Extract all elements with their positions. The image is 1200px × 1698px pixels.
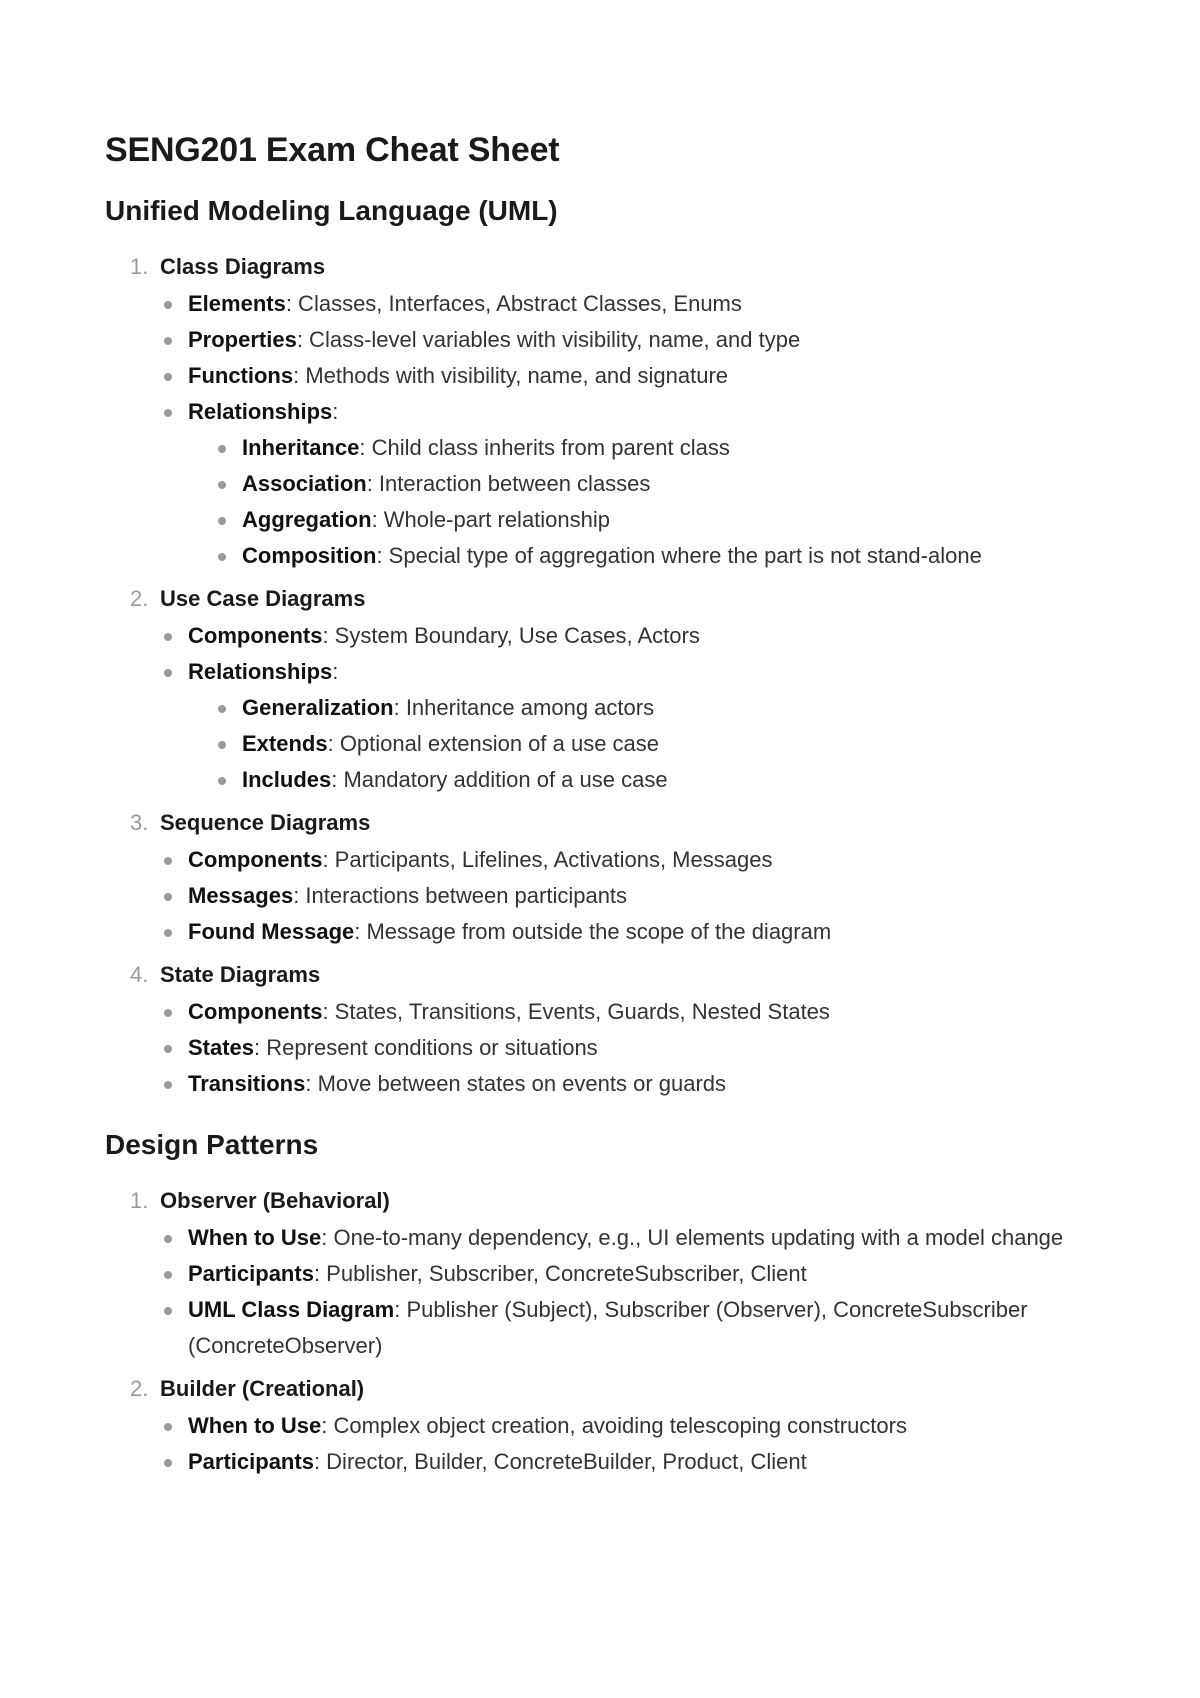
item-number: 3. (130, 810, 149, 835)
bullet-text: : (332, 659, 339, 684)
item-number: 2. (130, 586, 149, 611)
bullet-term: Relationships (188, 659, 333, 684)
bullet-text: : Director, Builder, ConcreteBuilder, Product, Client (313, 1449, 807, 1474)
item-number: 2. (130, 1376, 149, 1401)
bullet-text: : Complex object creation, avoiding telescoping constructors (321, 1413, 907, 1438)
bullet-text: : Interactions between participants (293, 883, 628, 908)
bullet-text: : Publisher (Subject), Subscriber (Observer), ConcreteSubscriber (ConcreteObserver) (188, 1297, 1028, 1358)
bullet-term: UML Class Diagram (188, 1297, 395, 1322)
bullet-term: Components (188, 999, 323, 1024)
numbered-item (105, 1370, 1105, 1480)
bullet-term: Generalization (242, 695, 394, 720)
bullet-term: Association (242, 471, 367, 496)
item-number: 1. (130, 1188, 149, 1213)
bullet-item (160, 618, 1105, 654)
bullet-list (160, 286, 1105, 574)
section-heading: Design Patterns (105, 1129, 319, 1160)
bullet-item (160, 1030, 1105, 1066)
item-title: Use Case Diagrams (160, 586, 366, 611)
bullet-term: Participants (188, 1449, 314, 1474)
sub-bullet-item (214, 726, 1105, 762)
numbered-item (105, 804, 1105, 950)
bullet-item (160, 1444, 1105, 1480)
bullet-text: : Classes, Interfaces, Abstract Classes, Enums (285, 291, 742, 316)
bullet-term: Found Message (188, 919, 355, 944)
bullet-text: : Participants, Lifelines, Activations, Messages (322, 847, 773, 872)
bullet-text: : Interaction between classes (366, 471, 651, 496)
item-title: Observer (Behavioral) (160, 1188, 390, 1213)
bullet-term: When to Use (188, 1225, 322, 1250)
numbered-item (105, 580, 1105, 798)
bullet-text: : Whole-part relationship (371, 507, 611, 532)
bullet-item (160, 1220, 1105, 1256)
bullet-item (160, 322, 1105, 358)
bullet-term: Messages (188, 883, 294, 908)
sections-container (105, 192, 1105, 1480)
bullet-text: : System Boundary, Use Cases, Actors (322, 623, 700, 648)
sub-bullet-item (214, 466, 1105, 502)
sub-bullet-item (214, 690, 1105, 726)
item-title: State Diagrams (160, 962, 321, 987)
numbered-item (105, 1182, 1105, 1364)
bullet-item (160, 914, 1105, 950)
sub-bullet-item (214, 538, 1105, 574)
numbered-item (105, 956, 1105, 1102)
bullet-item (160, 842, 1105, 878)
numbered-list (105, 248, 1105, 1102)
bullet-item (160, 394, 1105, 574)
bullet-term: Components (188, 847, 323, 872)
bullet-text: : Optional extension of a use case (327, 731, 660, 756)
sub-bullet-list (214, 430, 1105, 574)
bullet-item (160, 654, 1105, 798)
document-page (105, 128, 1105, 1480)
bullet-list (160, 618, 1105, 798)
bullet-term: Aggregation (242, 507, 372, 532)
bullet-item (160, 1066, 1105, 1102)
bullet-term: Functions (188, 363, 294, 388)
bullet-term: Properties (188, 327, 297, 352)
bullet-list (160, 1408, 1105, 1480)
bullet-text: : Message from outside the scope of the diagram (354, 919, 832, 944)
bullet-text: : One-to-many dependency, e.g., UI elements updating with a model change (321, 1225, 1064, 1250)
numbered-item (105, 248, 1105, 574)
bullet-term: Composition (242, 543, 377, 568)
bullet-text: : States, Transitions, Events, Guards, Nested States (322, 999, 830, 1024)
bullet-text: : Methods with visibility, name, and signature (293, 363, 729, 388)
item-title: Sequence Diagrams (160, 810, 371, 835)
bullet-item (160, 1408, 1105, 1444)
bullet-term: Extends (242, 731, 328, 756)
sub-bullet-item (214, 430, 1105, 466)
bullet-list (160, 842, 1105, 950)
sub-bullet-item (214, 502, 1105, 538)
bullet-term: Includes (242, 767, 332, 792)
bullet-text: : Child class inherits from parent class (359, 435, 730, 460)
bullet-item (160, 994, 1105, 1030)
bullet-term: Components (188, 623, 323, 648)
numbered-list (105, 1182, 1105, 1480)
bullet-text: : (332, 399, 339, 424)
item-number: 1. (130, 254, 149, 279)
bullet-item (160, 358, 1105, 394)
bullet-text: : Represent conditions or situations (254, 1035, 598, 1060)
section-heading: Unified Modeling Language (UML) (105, 195, 558, 226)
item-title: Class Diagrams (160, 254, 326, 279)
bullet-list (160, 994, 1105, 1102)
item-number: 4. (130, 962, 149, 987)
bullet-term: Transitions (188, 1071, 306, 1096)
bullet-item (160, 1292, 1105, 1364)
bullet-item (160, 286, 1105, 322)
bullet-term: Relationships (188, 399, 333, 424)
bullet-item (160, 1256, 1105, 1292)
bullet-term: Inheritance (242, 435, 360, 460)
bullet-term: Participants (188, 1261, 314, 1286)
bullet-list (160, 1220, 1105, 1364)
bullet-text: : Mandatory addition of a use case (331, 767, 668, 792)
bullet-term: Elements (188, 291, 286, 316)
bullet-text: : Move between states on events or guards (305, 1071, 727, 1096)
page-title: SENG201 Exam Cheat Sheet (105, 131, 560, 169)
sub-bullet-list (214, 690, 1105, 798)
bullet-term: States (188, 1035, 255, 1060)
bullet-text: : Publisher, Subscriber, ConcreteSubscriber, Client (313, 1261, 807, 1286)
sub-bullet-item (214, 762, 1105, 798)
bullet-item (160, 878, 1105, 914)
bullet-term: When to Use (188, 1413, 322, 1438)
bullet-text: : Special type of aggregation where the part is not stand-alone (376, 543, 982, 568)
bullet-text: : Inheritance among actors (393, 695, 655, 720)
bullet-text: : Class-level variables with visibility, name, and type (296, 327, 801, 352)
item-title: Builder (Creational) (160, 1376, 365, 1401)
